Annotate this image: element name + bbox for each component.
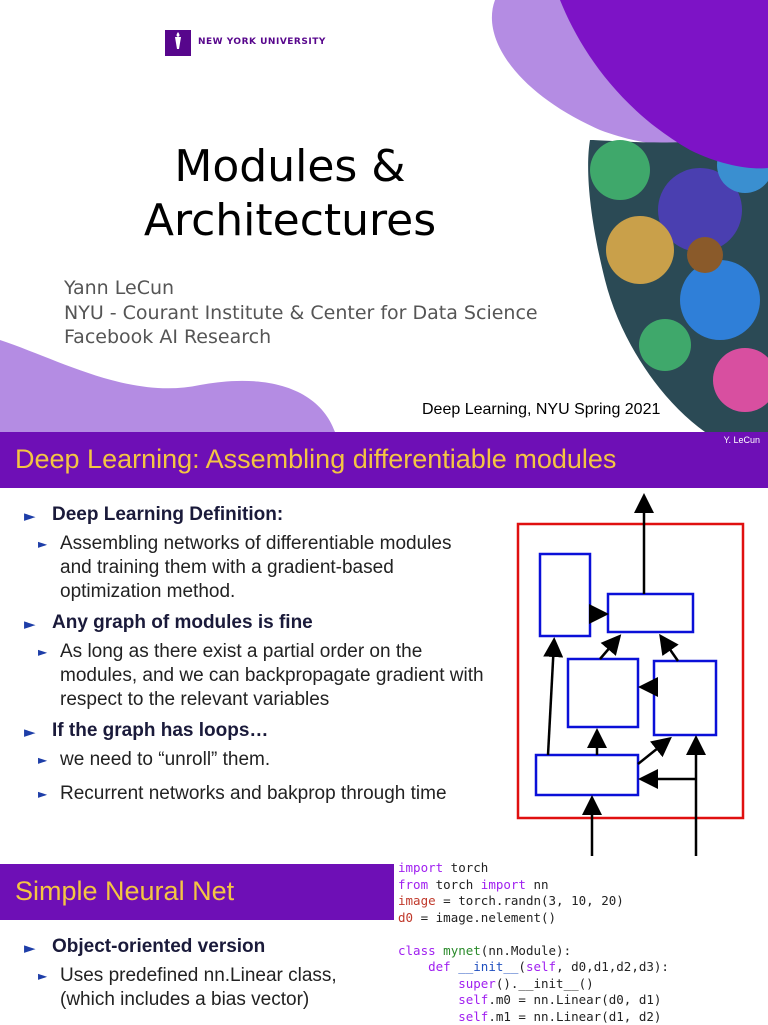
nyu-logo xyxy=(165,30,191,56)
nyu-logo-text: NEW YORK UNIVERSITY xyxy=(198,37,326,47)
module-box xyxy=(568,659,638,727)
sub-bullet-arrow-icon: ► xyxy=(38,753,48,767)
sub-bullet-text: As long as there exist a partial order on the modules, and we can backpropagate gradient with respect to the relevant variables xyxy=(60,641,484,710)
sub-bullet-text: we need to “unroll” them. xyxy=(60,749,271,770)
module-graph-diagram xyxy=(510,488,768,860)
sub-bullet-text: Recurrent networks and bakprop through time xyxy=(60,783,447,804)
diagram-arrows xyxy=(548,498,696,856)
title-slide xyxy=(0,0,768,432)
slide3-title: Simple Neural Net xyxy=(15,876,235,906)
sub-bullet-text: Assembling networks of differentiable modules and training them with a gradient-based optimization method. xyxy=(60,533,452,602)
bullet-arrow-icon: ► xyxy=(24,723,36,741)
sub-bullet-arrow-icon: ► xyxy=(38,537,48,551)
sub-bullet-arrow-icon: ► xyxy=(38,787,48,801)
bullet-text: If the graph has loops… xyxy=(52,720,269,741)
course-label: Deep Learning, NYU Spring 2021 xyxy=(422,401,661,418)
slide2-title: Deep Learning: Assembling differentiable modules xyxy=(15,444,617,474)
code-block: import torch from torch import nn image = torch.randn(3, 10, 20) d0 = image.nelement() class mynet(nn.Module): def __init__(self, d0,d1,d2,d3): super().__init__() self.m0 = nn.Linear(d0, d1) self.m1 = nn.Linear(d1, d2) xyxy=(398,860,669,1024)
bullet-text: Deep Learning Definition: xyxy=(52,504,284,525)
torch-icon xyxy=(165,30,191,56)
module-box xyxy=(536,755,638,795)
module-box xyxy=(654,661,716,735)
sub-bullet-text: Uses predefined nn.Linear class, (which includes a bias vector) xyxy=(60,965,337,1010)
bullet-text: Object-oriented version xyxy=(52,936,266,957)
slide3-header xyxy=(0,864,394,920)
module-box xyxy=(540,554,590,636)
sub-bullet-arrow-icon: ► xyxy=(38,645,48,659)
author-credit: Y. LeCun xyxy=(723,435,760,445)
sub-bullet-arrow-icon: ► xyxy=(38,969,48,983)
bullet-arrow-icon: ► xyxy=(24,939,36,957)
nature-photo xyxy=(588,130,768,432)
slide2-header xyxy=(0,432,768,488)
bullet-arrow-icon: ► xyxy=(24,507,36,525)
slide-title: Modules & Architectures xyxy=(143,141,437,246)
author-info: Yann LeCun NYU - Courant Institute & Center for Data Science Facebook AI Research xyxy=(64,277,538,348)
module-box xyxy=(608,594,693,632)
bullet-arrow-icon: ► xyxy=(24,615,36,633)
bullet-text: Any graph of modules is fine xyxy=(52,612,313,633)
